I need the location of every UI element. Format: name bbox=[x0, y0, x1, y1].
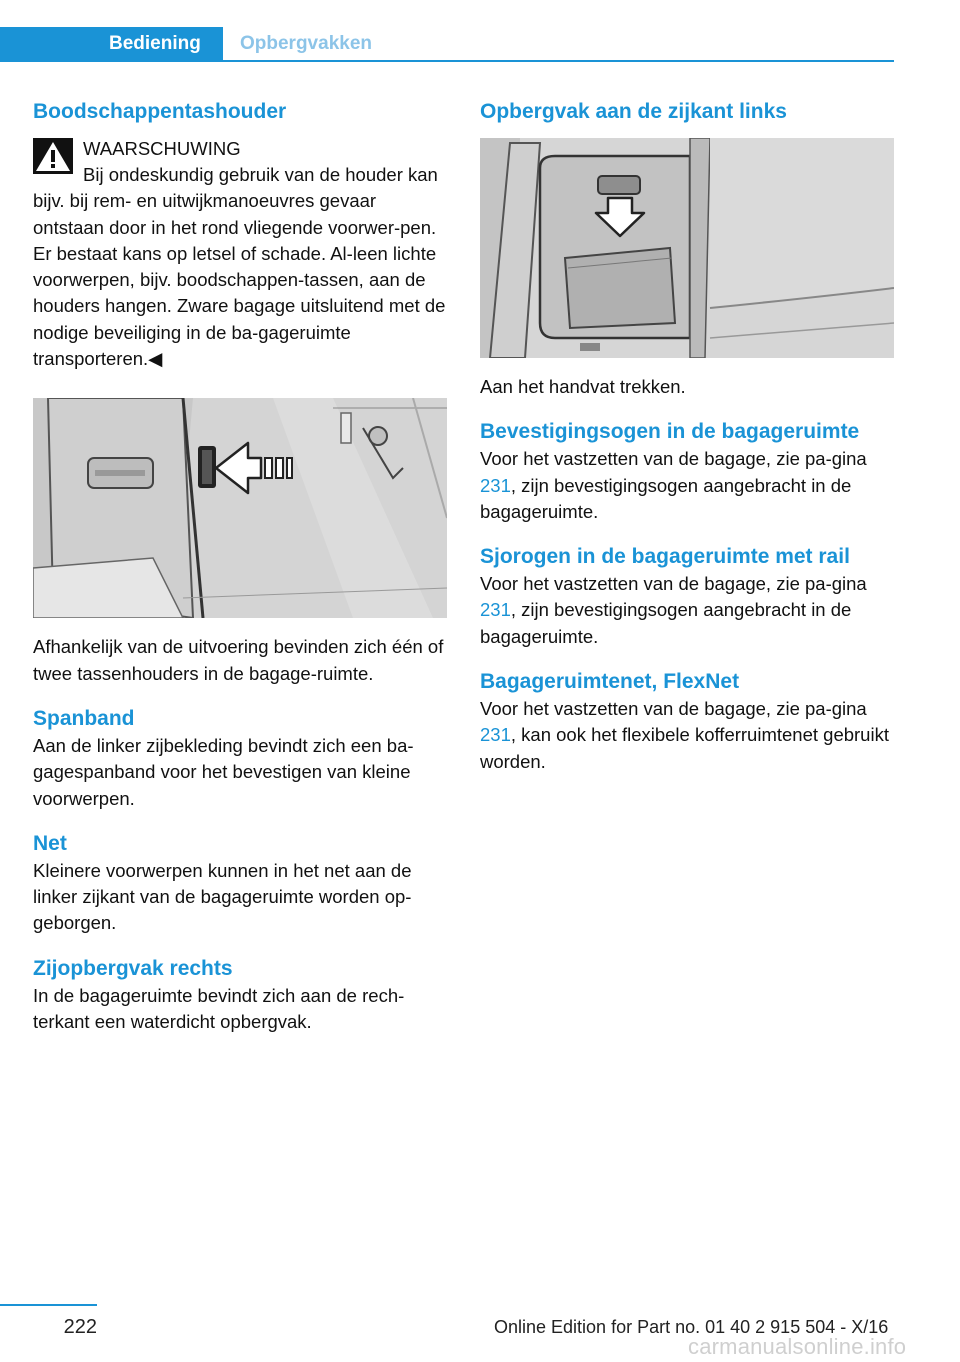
section-title-bevestigingsogen: Bevestigingsogen in de bagageruimte bbox=[480, 420, 860, 444]
text-fragment: Voor het vastzetten van de bagage, zie pa-gina bbox=[480, 448, 867, 470]
section-title-boodschappentashouder: Boodschappentashouder bbox=[33, 100, 287, 123]
right-column bbox=[480, 98, 898, 775]
page-link-231[interactable]: 231 bbox=[480, 474, 511, 496]
page-link-231[interactable]: 231 bbox=[480, 599, 511, 621]
section-text-spanband: Aan de linker zijbekleding bevindt zich een ba-gagespanband voor het bevestigen van kleine voorwerpen. bbox=[33, 734, 414, 809]
side-compartment-image bbox=[480, 138, 894, 358]
header-rule bbox=[0, 60, 894, 62]
section-text-zijopbergvak: In de bagageruimte bevindt zich aan de rech-terkant een waterdicht opbergvak. bbox=[33, 984, 405, 1033]
watermark: carmanualsonline.info bbox=[688, 1334, 907, 1359]
section-text-bevestigingsogen bbox=[480, 446, 898, 525]
section-title-flexnet: Bagageruimtenet, FlexNet bbox=[480, 670, 740, 694]
text-fragment: Voor het vastzetten van de bagage, zie pa-gina bbox=[480, 573, 867, 595]
warning-text: Bij ondeskundig gebruik van de houder kan bijv. bij rem- en uitwijkmanoeuvres gevaar ontstaan door in het rond vliegende voorwer-pen. Er bestaat kans op letsel of schade. Al-leen lichte voorwerpen, bijv. boodschappen-tassen, aan de houders hangen. Zware bagage uitsluitend met de nodige beveiliging in de ba-gageruimte transporteren.◀ bbox=[33, 164, 446, 370]
bag-holder-caption: Afhankelijk van de uitvoering bevinden zich één of twee tassenhouders in de bagage-ruimte. bbox=[33, 636, 444, 684]
section-text-net: Kleinere voorwerpen kunnen in het net aan de linker zijkant van de bagageruimte worden op-geborgen. bbox=[33, 859, 412, 934]
warning-block bbox=[33, 136, 451, 372]
side-compartment-caption: Aan het handvat trekken. bbox=[480, 376, 686, 397]
warning-triangle-icon bbox=[33, 138, 73, 174]
text-fragment: , zijn bevestigingsogen aangebracht in de bagageruimte. bbox=[480, 474, 852, 522]
left-column bbox=[33, 98, 451, 1035]
page-link-231[interactable]: 231 bbox=[480, 724, 511, 746]
page-number: 222 bbox=[63, 1316, 97, 1338]
text-fragment: , zijn bevestigingsogen aangebracht in de bagageruimte. bbox=[480, 599, 852, 647]
section-text-flexnet bbox=[480, 696, 898, 775]
header-tabs bbox=[0, 27, 894, 61]
text-fragment: Voor het vastzetten van de bagage, zie pa-gina bbox=[480, 698, 867, 720]
section-title-spanband: Spanband bbox=[33, 706, 135, 730]
footer-rule bbox=[0, 1304, 97, 1306]
bag-holder-image bbox=[33, 398, 447, 618]
edition-text: Online Edition for Part no. 01 40 2 915 504 - X/16 bbox=[494, 1317, 889, 1337]
section-text-sjorogen bbox=[480, 571, 898, 650]
section-title-net: Net bbox=[33, 831, 67, 855]
section-title-sjorogen: Sjorogen in de bagageruimte met rail bbox=[480, 545, 850, 569]
tab-opbergvakken[interactable]: Opbergvakken bbox=[240, 33, 372, 54]
section-title-opbergvak-links: Opbergvak aan de zijkant links bbox=[480, 100, 787, 123]
section-title-zijopbergvak: Zijopbergvak rechts bbox=[33, 956, 233, 980]
tab-bediening[interactable]: Bediening bbox=[0, 27, 223, 61]
text-fragment: , kan ook het flexibele kofferruimtenet gebruikt worden. bbox=[480, 724, 889, 772]
warning-title: WAARSCHUWING bbox=[83, 138, 241, 159]
